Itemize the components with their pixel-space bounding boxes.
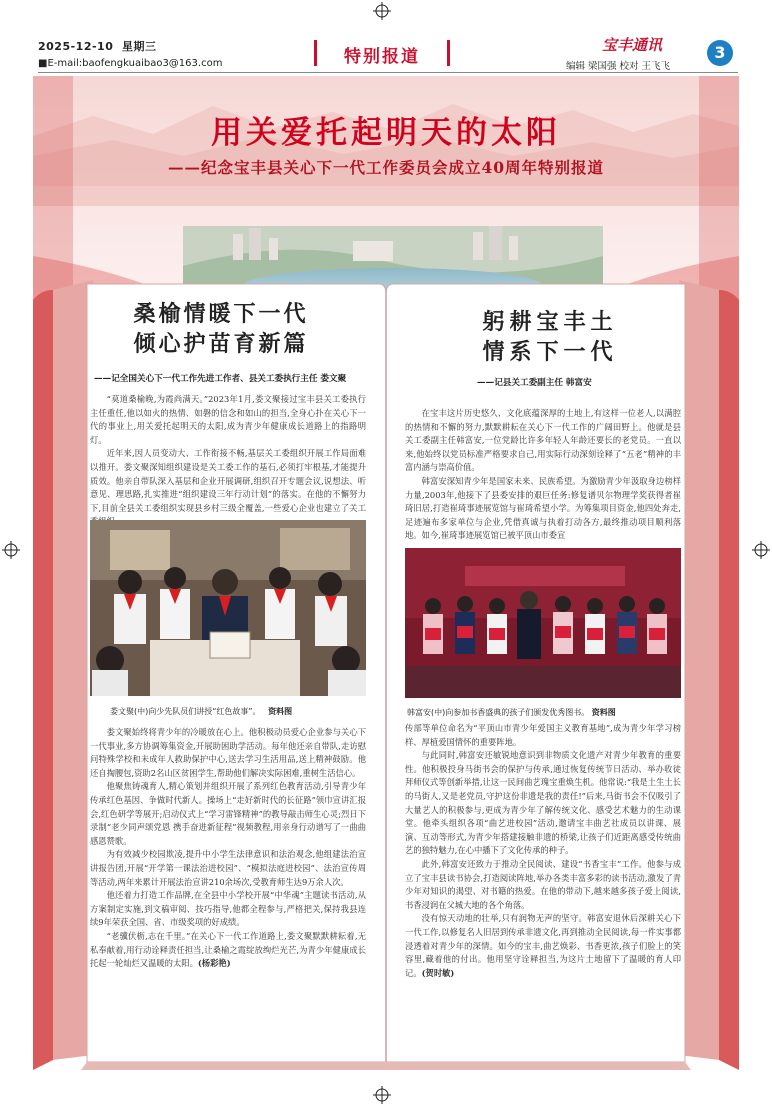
- left-title-line2: 倾心护苗育新篇: [133, 332, 309, 357]
- registration-mark-right: [752, 541, 770, 559]
- right-byline: ——记县关工委副主任 韩富安: [477, 378, 592, 388]
- right-paragraph: 在宝丰这片历史悠久、文化底蕴深厚的土地上,有这样一位老人,以满腔的热情和不懈的努力,默默耕耘在关心下一代工作的广阔田野上。他就是县关工委副主任韩富安,一位党龄比许多年轻人年龄还要长的老党员。一直以来,他始终以党员标准严格要求自己,用实际行动深刻诠释了“五老”精神的丰富内涵与崇高价值。: [405, 408, 681, 473]
- newspaper-logo: 宝丰通讯: [602, 36, 663, 54]
- page-number-badge: 3: [707, 40, 733, 66]
- left-paragraph: 近年来,因人员变动大、工作衔接不畅,基层关工委组织开展工作局面难以推开。娄文聚深知组织建设是关工委工作的基石,必须打牢根基,才能提升质效。他亲自带队深入基层和企业开展调研,组织召开专题会议,说想法、听意见、理思路,扎实推进“组织建设三年行动计划”的落实。在他的不懈努力下,目前全县关工委组织实现县乡村三级全覆盖,一些爱心企业也建立了关工: [90, 448, 366, 513]
- left-photo-caption: [110, 706, 360, 717]
- left-paragraph: 他还着力打造工作品牌,在全县中小学校开展“中华魂”主题读书活动,从方案制定实施,到文稿审阅、技巧指导,他都全程参与,严格把关,保持我县连续9年荣获全国、省、市级奖项的好成绩。: [90, 890, 366, 928]
- right-paragraph: 此外,韩富安还致力于推动全民阅读、建设“书香宝丰”工作。他参与成立了宝丰县读书协会,打造阅读阵地,举办各类丰富多彩的读书活动,激发了青少年对知识的渴望、对书籍的热爱。在他的带动下,越来越多孩子爱上阅读,书香浸润在父城大地的各个角落。: [405, 858, 681, 910]
- right-paragraph: 与此同时,韩富安还敏锐地意识到非物质文化遗产对青少年教育的重要性。他积极投身马街书会的保护与传承,通过恢复传统节日活动、举办收徒拜师仪式等创新举措,让这一民间曲艺瑰宝重焕生机。他常说:“我是土生土长的马街人,又是老党员,守护这份非遗是我的责任!”后来,马街书会不仅吸引了大量艺人的积极参与,更成为青少年了解传统文化、感受艺术魅力的生动课堂。他牵头组织各项“曲艺进校园”活动,邀请宝丰曲艺社成员以讲课、展演、互动等形式,为青少年搭建接触非遗的桥梁,让孩子们近距离感受传统曲艺的独特魅力,在心中播下了文化传承的种子。: [405, 750, 681, 856]
- right-article-title: [420, 308, 680, 368]
- left-paragraph: “莫道桑榆晚,为霞尚满天。”2023年1月,娄文聚接过宝丰县关工委执行主任重任,他以如火的热情、如磐的信念和如山的担当,全身心扑在关心下一代的事业上,用关爱托起明天的太阳,成为青少年健康成长道路上的指路明灯。: [90, 394, 366, 445]
- left-title-line1: 桑榆情暖下一代: [133, 302, 309, 327]
- left-paragraph: 他聚焦铸魂育人,精心策划并组织开展了系列红色教育活动,引导青少年传承红色基因、争做时代新人。操场上“走好新时代的长征路”领巾宣讲汇报会,红色研学等展开;启动仪式上“学习雷锋精神”的教导敲击师生心灵;烈日下录制“老少同声颂党恩 携手奋进新征程”视频教程,用亲身行动谱写了一曲曲感恩赞歌。: [90, 781, 366, 846]
- left-byline: ——记全国关心下一代工作先进工作者、县关工委执行主任 娄文聚: [94, 374, 347, 384]
- issue-date: [38, 38, 157, 54]
- weekday-text: 星期三: [122, 40, 157, 53]
- registration-mark-left: [2, 541, 20, 559]
- right-photo-credit: 资料图: [591, 708, 616, 717]
- registration-mark-bottom: [373, 1086, 391, 1104]
- left-photo-credit: 资料图: [268, 707, 293, 716]
- section-bar-left: [314, 40, 317, 66]
- right-title-line2: 情系下一代: [482, 340, 618, 365]
- right-author: (贺时敏): [421, 967, 455, 978]
- editor-credits: 编辑 梁国强 校对 王飞飞: [566, 61, 671, 72]
- left-article-body-bottom: [90, 726, 366, 971]
- right-article-body-bottom: [405, 722, 681, 980]
- registration-mark-top: [373, 2, 391, 20]
- date-text: 2025-12-10: [38, 40, 114, 53]
- left-paragraph: “老骥伏枥,志在千里。”在关心下一代工作道路上,娄文聚默默耕耘着,无私奉献着,用行动诠释责任担当,让桑榆之霞绽放绚烂光芒,为青少年健康成长托起一轮灿烂又温暖的太阳。: [90, 930, 366, 969]
- right-photo-caption: [407, 707, 683, 718]
- right-title-line1: 躬耕宝丰土: [482, 310, 618, 335]
- left-article-photo: [90, 520, 366, 696]
- section-bar-right: [447, 40, 450, 66]
- left-paragraph: 娄文聚始终将青少年的冷暖放在心上。他积极动员爱心企业参与关心下一代事业,多方协调筹集资金,开展助困助学活动。每年他还亲自带队,走访慰问特殊学校和未成年人救助保护中心,送去学习生活用品,送上精神鼓励。他还自掏腰包,资助2名山区贫困学生,帮助他们解决实际困难,重树生活信心。: [90, 727, 366, 778]
- right-article-photo: [405, 548, 681, 698]
- left-paragraph: 为有效减少校园欺凌,提升中小学生法律意识和法治观念,他组建法治宣讲报告团,开展“开学第一课法治进校园”、“模拟法庭进校园”、法治宣传周等活动,两年来累计开展法治宣讲210余场次,受教育师生达9万余人次。: [90, 849, 366, 887]
- left-article-title: [96, 300, 346, 360]
- left-article-body-top: [90, 393, 366, 529]
- right-paragraph: 没有惊天动地的壮举,只有润物无声的坚守。韩富安退休后深耕关心下一代工作,以修复名人旧居到传承非遗文化,再到推动全民阅读,每一件实事都浸透着对青少年的深情。如今的宝丰,曲艺焕彩、书香更浓,孩子们脸上的笑容里,藏着他的付出。他用坚守诠释担当,为这片土地留下了温暖的育人印记。: [405, 913, 681, 978]
- right-paragraph: 韩富安深知青少年是国家未来、民族希望。为激励青少年汲取身边榜样力量,2003年,他接下了县委安排的艰巨任务:修复谱贝尔物理学奖获得者崔琦旧居,打造崔琦事迹展览馆与崔琦希望小学。为筹集项目资金,他四处奔走,足迹遍布多家单位与企业,凭借真诚与执着打动各方,最终推动项目顺利落地。如今,崔琦事迹展览馆已被平顶山市委宣: [405, 475, 681, 541]
- left-caption-text: 娄文聚(中)向少先队员们讲授“红色故事”。: [110, 707, 261, 716]
- award-ceremony-photo: [405, 548, 681, 698]
- banner-subtitle: ——纪念宝丰县关心下一代工作委员会成立40周年特别报道: [167, 158, 605, 177]
- header-divider: [38, 72, 738, 73]
- classroom-photo: [90, 520, 366, 696]
- section-title: 特别报道: [344, 47, 420, 67]
- banner-title: 用关爱托起明天的太阳: [211, 115, 561, 151]
- left-author: (杨彩艳): [197, 958, 231, 969]
- section-label: [318, 38, 446, 68]
- right-caption-text: 韩富安(中)向参加书香盛典的孩子们颁发优秀图书。: [407, 708, 590, 717]
- right-paragraph: 传部等单位命名为“平顶山市青少年爱国主义教育基地”,成为青少年学习榜样、厚植爱国情怀的重要阵地。: [405, 723, 681, 747]
- right-article-body-top: [405, 407, 681, 543]
- email-address: ■E-mail:baofengkuaibao3@163.com: [38, 58, 223, 69]
